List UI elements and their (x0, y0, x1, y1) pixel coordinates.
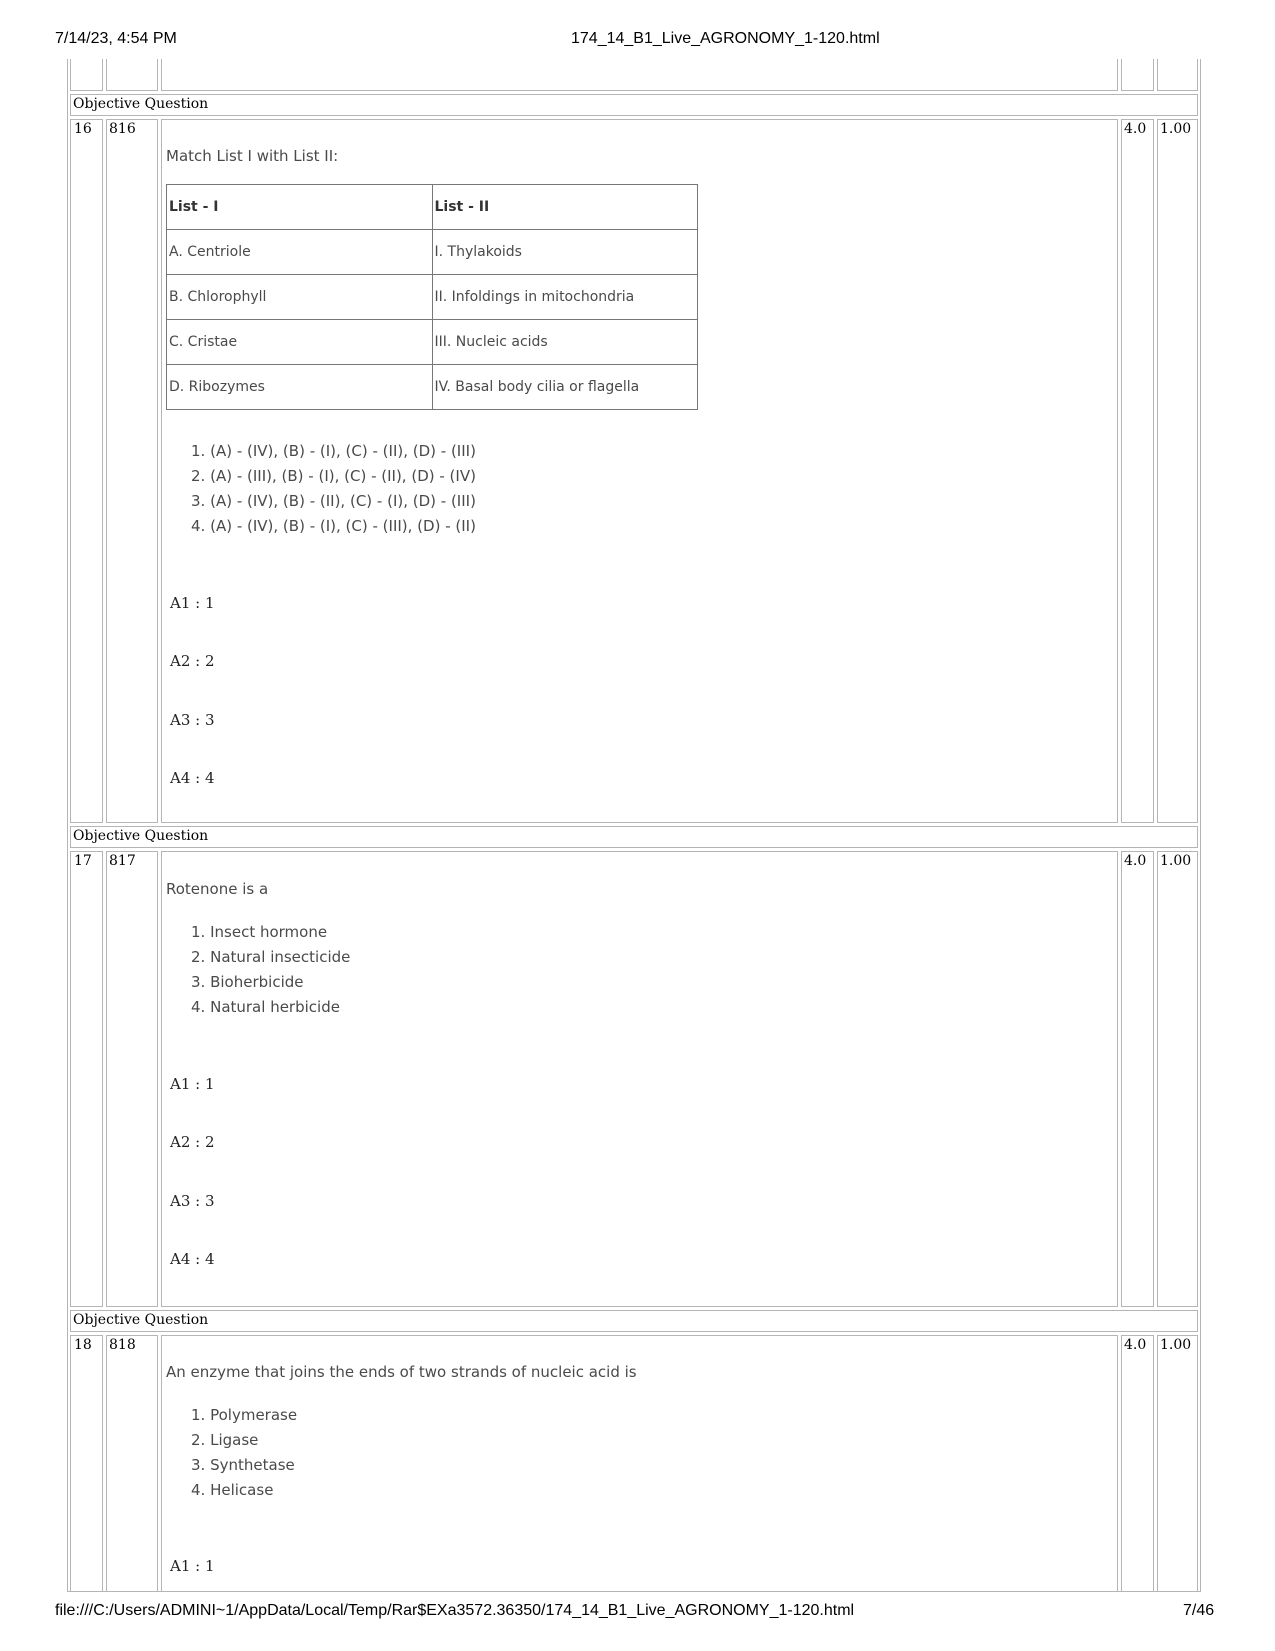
question-id: 818 (109, 1337, 136, 1353)
option-item: 4. Helicase (191, 1478, 297, 1503)
answer-key: A3 : 3 (170, 1192, 215, 1210)
prev-serial-cell (70, 59, 103, 91)
negative-marks-cell (1157, 119, 1198, 823)
answer-key: A1 : 1 (170, 594, 215, 612)
question-type-row (70, 1310, 1198, 1332)
answer-key: A4 : 4 (170, 769, 215, 787)
answer-key: A2 : 2 (170, 652, 215, 670)
question-type-row (70, 826, 1198, 848)
question-marks: 4.0 (1124, 853, 1147, 869)
marks-cell (1121, 851, 1154, 1307)
option-item: 1. Insect hormone (191, 920, 350, 945)
qid-cell (106, 119, 158, 823)
option-item: 2. (A) - (III), (B) - (I), (C) - (II), (D) - (IV) (191, 464, 476, 489)
question-serial: 18 (74, 1337, 92, 1353)
answer-key: A2 : 2 (170, 1133, 215, 1151)
question-serial: 17 (74, 853, 92, 869)
option-item: 3. (A) - (IV), (B) - (II), (C) - (I), (D) - (III) (191, 489, 476, 514)
question-text: Rotenone is a (166, 880, 269, 898)
answer-key: A4 : 4 (170, 1250, 215, 1268)
print-page-title: 174_14_B1_Live_AGRONOMY_1-120.html (571, 30, 880, 47)
options-list (166, 1403, 297, 1503)
question-negative-marks: 1.00 (1160, 121, 1192, 137)
match-table-cell: III. Nucleic acids (432, 320, 698, 365)
match-table-header: List - II (432, 185, 698, 230)
question-type-row (70, 94, 1198, 116)
negative-marks-cell (1157, 851, 1198, 1307)
option-item: 1. Polymerase (191, 1403, 297, 1428)
answer-key: A1 : 1 (170, 1557, 215, 1575)
marks-cell (1121, 1335, 1154, 1592)
option-item: 2. Natural insecticide (191, 945, 350, 970)
option-item: 3. Synthetase (191, 1453, 297, 1478)
answer-key: A1 : 1 (170, 1075, 215, 1093)
match-table-cell: II. Infoldings in mitochondria (432, 275, 698, 320)
question-text: An enzyme that joins the ends of two strands of nucleic acid is (166, 1363, 637, 1381)
serial-cell (70, 1335, 103, 1592)
question-marks: 4.0 (1124, 1337, 1147, 1353)
answer-key: A3 : 3 (170, 711, 215, 729)
match-table-header: List - I (167, 185, 433, 230)
print-datetime: 7/14/23, 4:54 PM (55, 30, 177, 47)
qid-cell (106, 851, 158, 1307)
prev-body-cell (161, 59, 1118, 91)
question-negative-marks: 1.00 (1160, 1337, 1192, 1353)
marks-cell (1121, 119, 1154, 823)
qid-cell (106, 1335, 158, 1592)
match-table-cell: A. Centriole (167, 230, 433, 275)
match-table-cell: B. Chlorophyll (167, 275, 433, 320)
option-item: 4. Natural herbicide (191, 995, 350, 1020)
question-text: Match List I with List II: (166, 147, 339, 165)
question-type-label: Objective Question (73, 1312, 209, 1328)
prev-qid-cell (106, 59, 158, 91)
question-negative-marks: 1.00 (1160, 853, 1192, 869)
match-table-cell: D. Ribozymes (167, 365, 433, 410)
question-type-label: Objective Question (73, 828, 209, 844)
option-item: 2. Ligase (191, 1428, 297, 1453)
option-item: 3. Bioherbicide (191, 970, 350, 995)
match-table (166, 184, 698, 410)
question-id: 817 (109, 853, 136, 869)
serial-cell (70, 851, 103, 1307)
option-item: 1. (A) - (IV), (B) - (I), (C) - (II), (D) - (III) (191, 439, 476, 464)
question-marks: 4.0 (1124, 121, 1147, 137)
match-table-cell: C. Cristae (167, 320, 433, 365)
negative-marks-cell (1157, 1335, 1198, 1592)
print-file-path: file:///C:/Users/ADMINI~1/AppData/Local/Temp/Rar$EXa3572.36350/174_14_B1_Live_AGRONOMY_1-120.html (55, 1602, 855, 1619)
print-page-number: 7/46 (1183, 1602, 1215, 1619)
serial-cell (70, 119, 103, 823)
prev-negative-cell (1157, 59, 1198, 91)
match-table-cell: IV. Basal body cilia or flagella (432, 365, 698, 410)
prev-marks-cell (1121, 59, 1154, 91)
options-list (166, 920, 350, 1020)
options-list (166, 439, 476, 539)
option-item: 4. (A) - (IV), (B) - (I), (C) - (III), (D) - (II) (191, 514, 476, 539)
question-serial: 16 (74, 121, 92, 137)
question-type-label: Objective Question (73, 96, 209, 112)
question-id: 816 (109, 121, 136, 137)
match-table-cell: I. Thylakoids (432, 230, 698, 275)
